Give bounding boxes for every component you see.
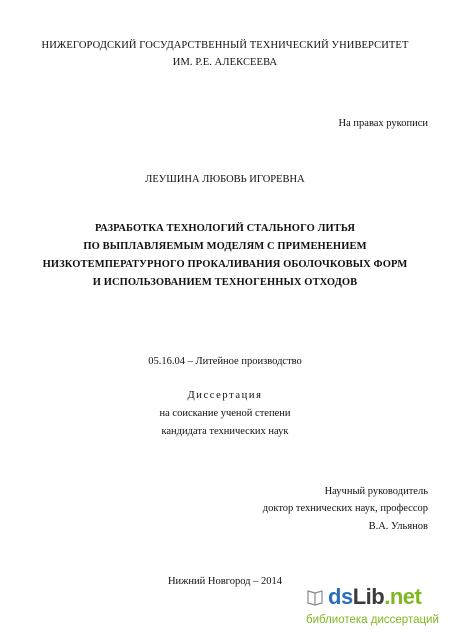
- supervisor-title: доктор технических наук, профессор: [262, 503, 428, 514]
- author-name: ЛЕУШИНА ЛЮБОВЬ ИГОРЕВНА: [145, 174, 305, 185]
- watermark[interactable]: [306, 584, 446, 632]
- dissertation-purpose: на соискание ученой степени: [159, 408, 291, 419]
- book-icon: [306, 588, 324, 606]
- specialty: 05.16.04 – Литейное производство: [148, 356, 302, 367]
- university-named-after: ИМ. Р.Е. АЛЕКСЕЕВА: [172, 57, 278, 68]
- title-line: ПО ВЫПЛАВЛЯЕМЫМ МОДЕЛЯМ С ПРИМЕНЕНИЕМ: [83, 241, 367, 252]
- supervisor-role: Научный руководитель: [324, 486, 428, 497]
- supervisor-name: В.А. Ульянов: [368, 521, 428, 532]
- title-line: И ИСПОЛЬЗОВАНИЕМ ТЕХНОГЕННЫХ ОТХОДОВ: [92, 277, 358, 288]
- dissertation-label: Диссертация: [187, 390, 263, 401]
- place-year: Нижний Новгород – 2014: [167, 576, 283, 587]
- university-name: НИЖЕГОРОДСКИЙ ГОСУДАРСТВЕННЫЙ ТЕХНИЧЕСКИЙ УНИВЕРСИТЕТ: [41, 40, 409, 51]
- title-line: РАЗРАБОТКА ТЕХНОЛОГИЙ СТАЛЬНОГО ЛИТЬЯ: [94, 223, 356, 234]
- watermark-subtitle: библиотека диссертаций: [306, 614, 439, 626]
- manuscript-note: На правах рукописи: [338, 118, 428, 129]
- title-line: НИЗКОТЕМПЕРАТУРНОГО ПРОКАЛИВАНИЯ ОБОЛОЧКОВЫХ ФОРМ: [42, 259, 408, 270]
- dissertation-degree: кандидата технических наук: [161, 426, 289, 437]
- watermark-logo: dsLib.net: [328, 584, 422, 609]
